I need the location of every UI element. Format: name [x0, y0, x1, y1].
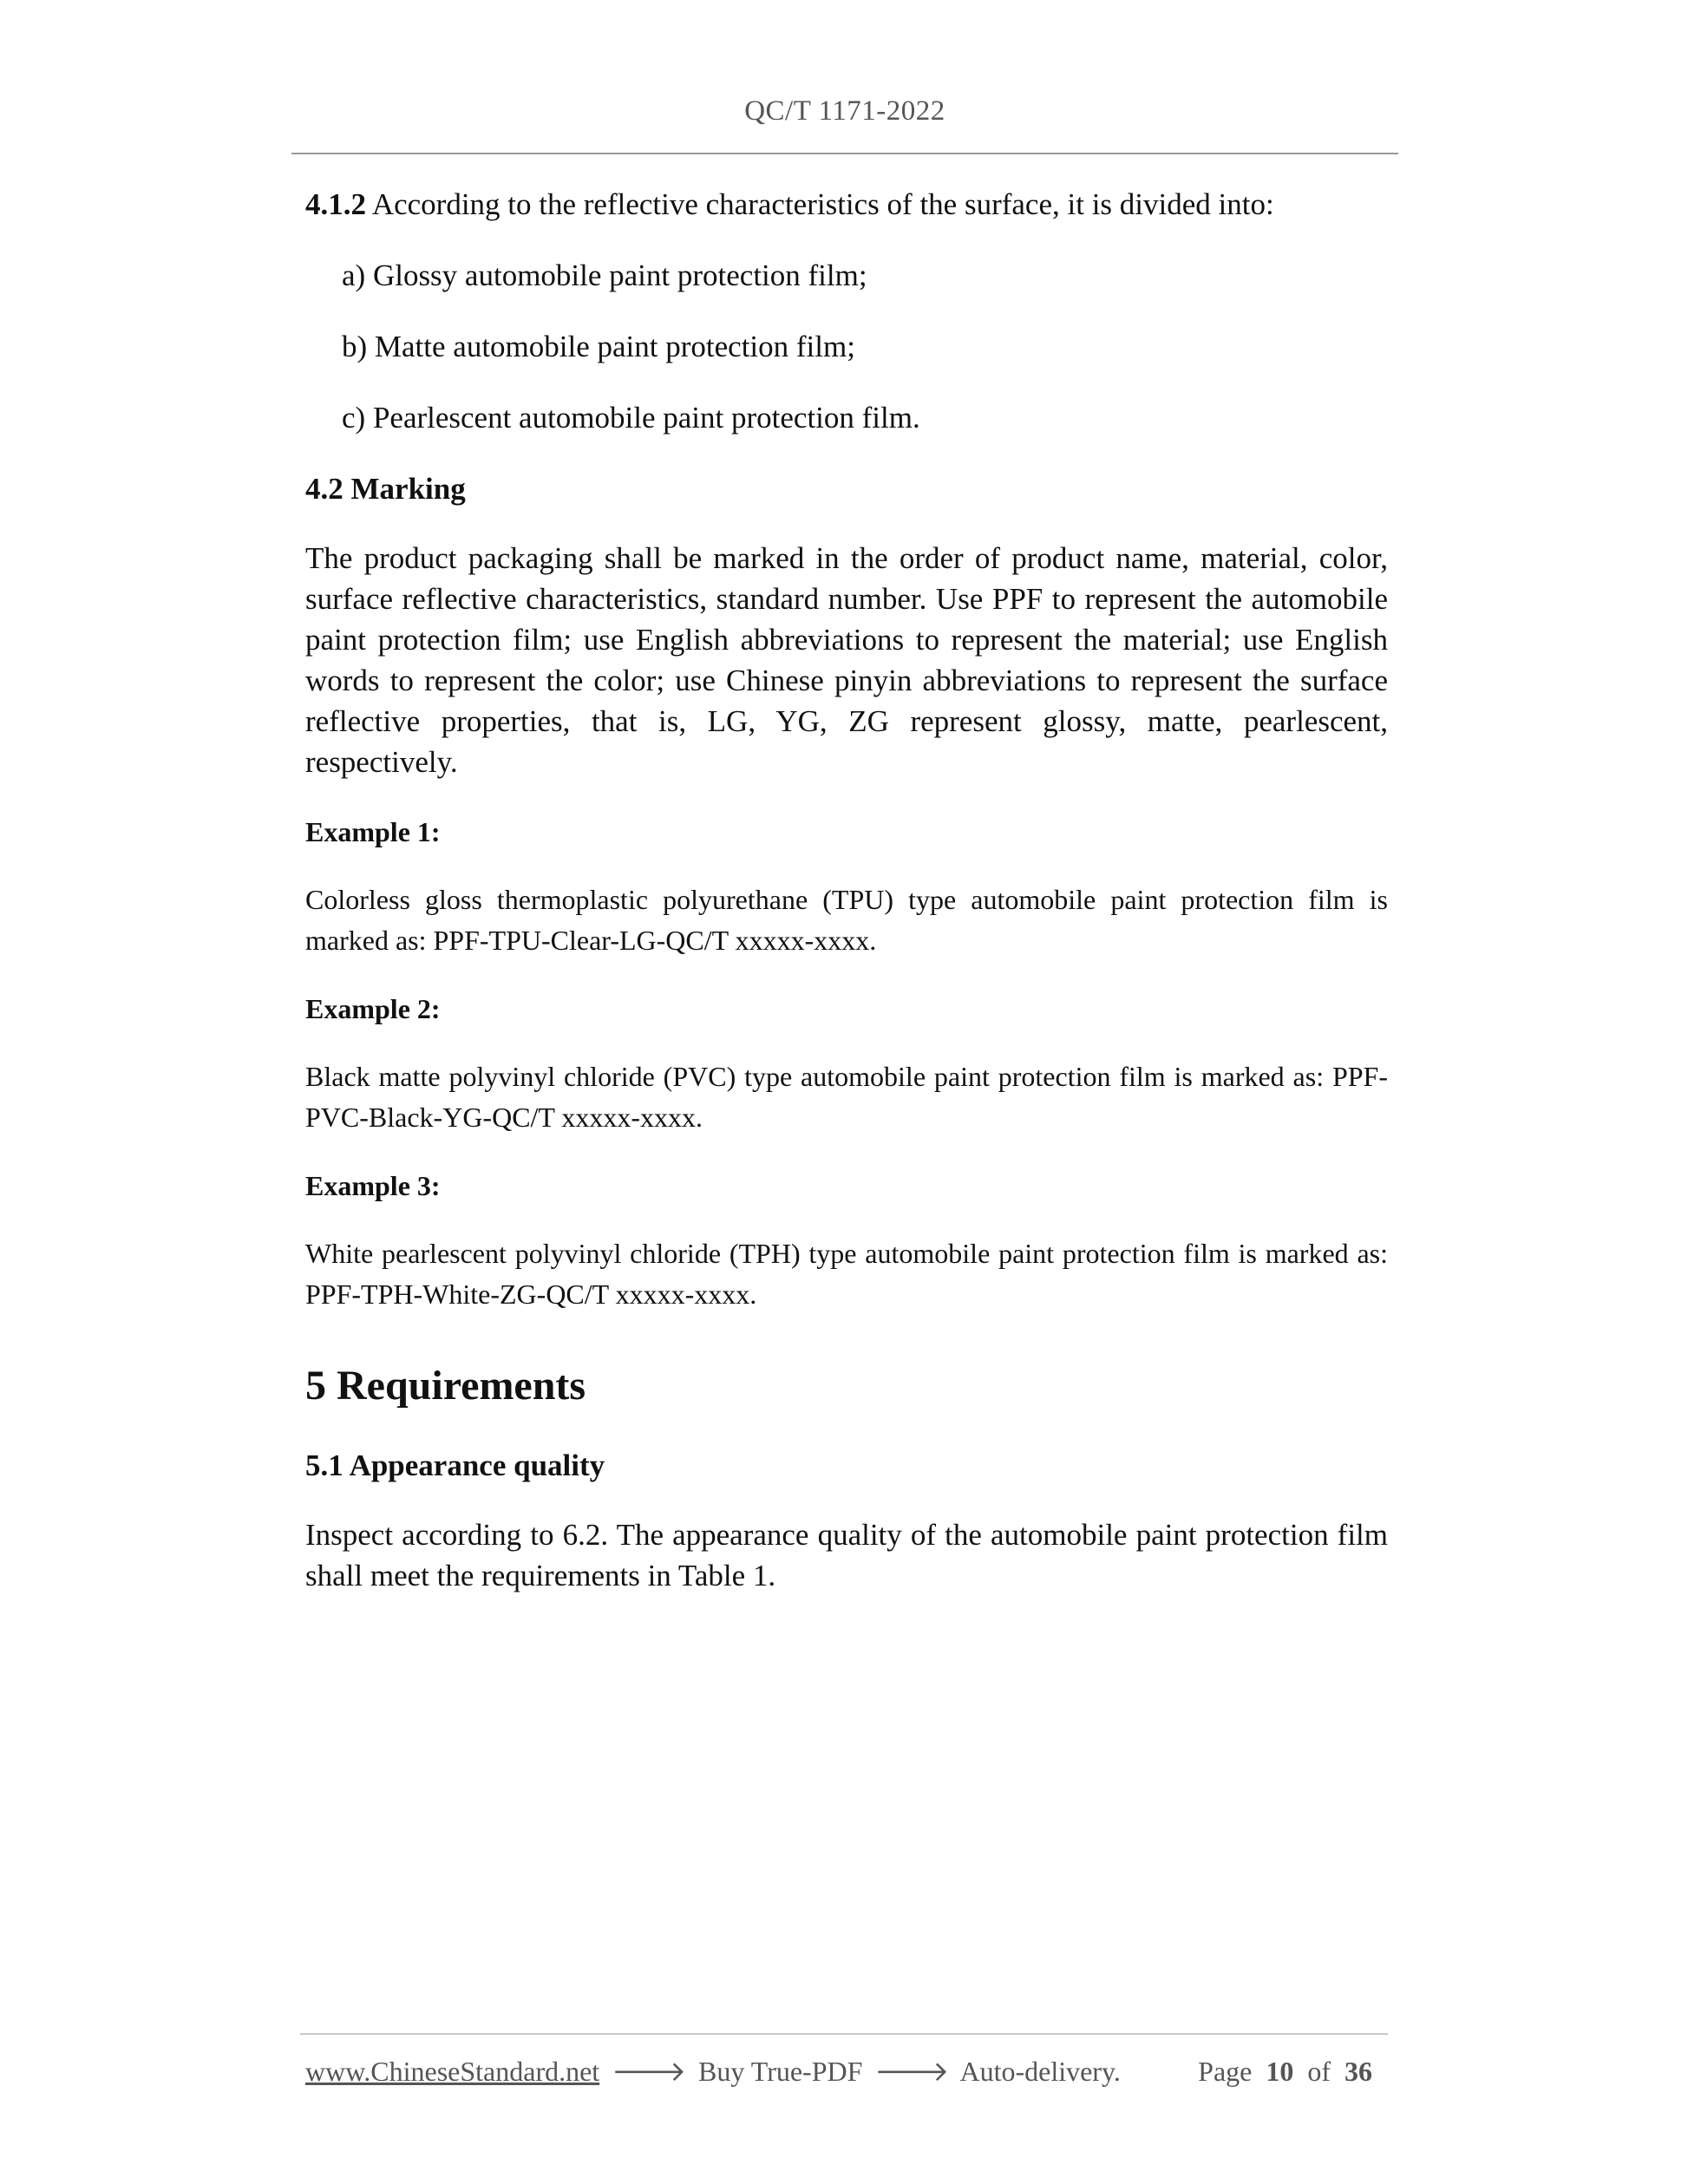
example-label: Example 1: — [305, 816, 441, 847]
section-heading-marking: 4.2 Marking — [305, 472, 466, 506]
page-number — [1198, 2054, 1379, 2089]
section-heading-requirements: 5 Requirements — [305, 1363, 586, 1409]
page-header: QC/T 1171-2022 — [744, 95, 945, 127]
footer-divider — [300, 2033, 1388, 2035]
page-total: 36 — [1345, 2056, 1372, 2087]
site-link[interactable]: www.ChineseStandard.net — [305, 2056, 600, 2087]
footer-step-delivery: Auto-delivery. — [959, 2056, 1121, 2087]
footer-step-buy: Buy True-PDF — [698, 2056, 863, 2087]
marking-body: The product packaging shall be marked in the order of product name, material, color, surface reflective characteristics, standard number. Use PPF to represent the automobile paint protection film; use English abbreviations to represent the material; use English words to represent the color; use Chinese pinyin abbreviations to represent the surface reflective properties, that is, LG, YG, ZG represent glossy, matte, pearlescent, respectively. — [305, 541, 1388, 779]
clause-number: 4.1.2 — [305, 187, 366, 221]
subsection-heading-appearance: 5.1 Appearance quality — [305, 1448, 605, 1482]
clause-4-1-2 — [305, 184, 1388, 225]
header-divider — [291, 153, 1398, 154]
footer-promo — [305, 2054, 1121, 2089]
example-label: Example 3: — [305, 1170, 441, 1201]
arrow-right-icon: 🡒 — [612, 2056, 686, 2087]
example-text: Colorless gloss thermoplastic polyurethane (TPU) type automobile paint protection film is marked as: PPF-TPU-Clear-LG-QC/T xxxxx-xxxx. — [305, 884, 1388, 956]
arrow-right-icon: 🡒 — [874, 2056, 950, 2087]
page-of: of — [1307, 2056, 1331, 2087]
example-text: White pearlescent polyvinyl chloride (TPH) type automobile paint protection film is marked as: PPF-TPH-White-ZG-QC/T xxxxx-xxxx. — [305, 1238, 1388, 1310]
appearance-body: Inspect according to 6.2. The appearance quality of the automobile paint protection film shall meet the requirements in Table 1. — [305, 1518, 1388, 1592]
page-label: Page — [1198, 2056, 1253, 2087]
list-item: a) Glossy automobile paint protection film; — [342, 258, 867, 292]
example-text: Black matte polyvinyl chloride (PVC) type automobile paint protection film is marked as: PPF-PVC-Black-YG-QC/T xxxxx-xxxx. — [305, 1061, 1388, 1133]
list-item: c) Pearlescent automobile paint protection film. — [342, 401, 920, 435]
list-item: b) Matte automobile paint protection film; — [342, 330, 855, 363]
page-content — [305, 184, 1388, 1596]
clause-intro: According to the reflective characteristics of the surface, it is divided into: — [366, 187, 1274, 221]
example-label: Example 2: — [305, 993, 441, 1024]
page-current: 10 — [1266, 2056, 1294, 2087]
